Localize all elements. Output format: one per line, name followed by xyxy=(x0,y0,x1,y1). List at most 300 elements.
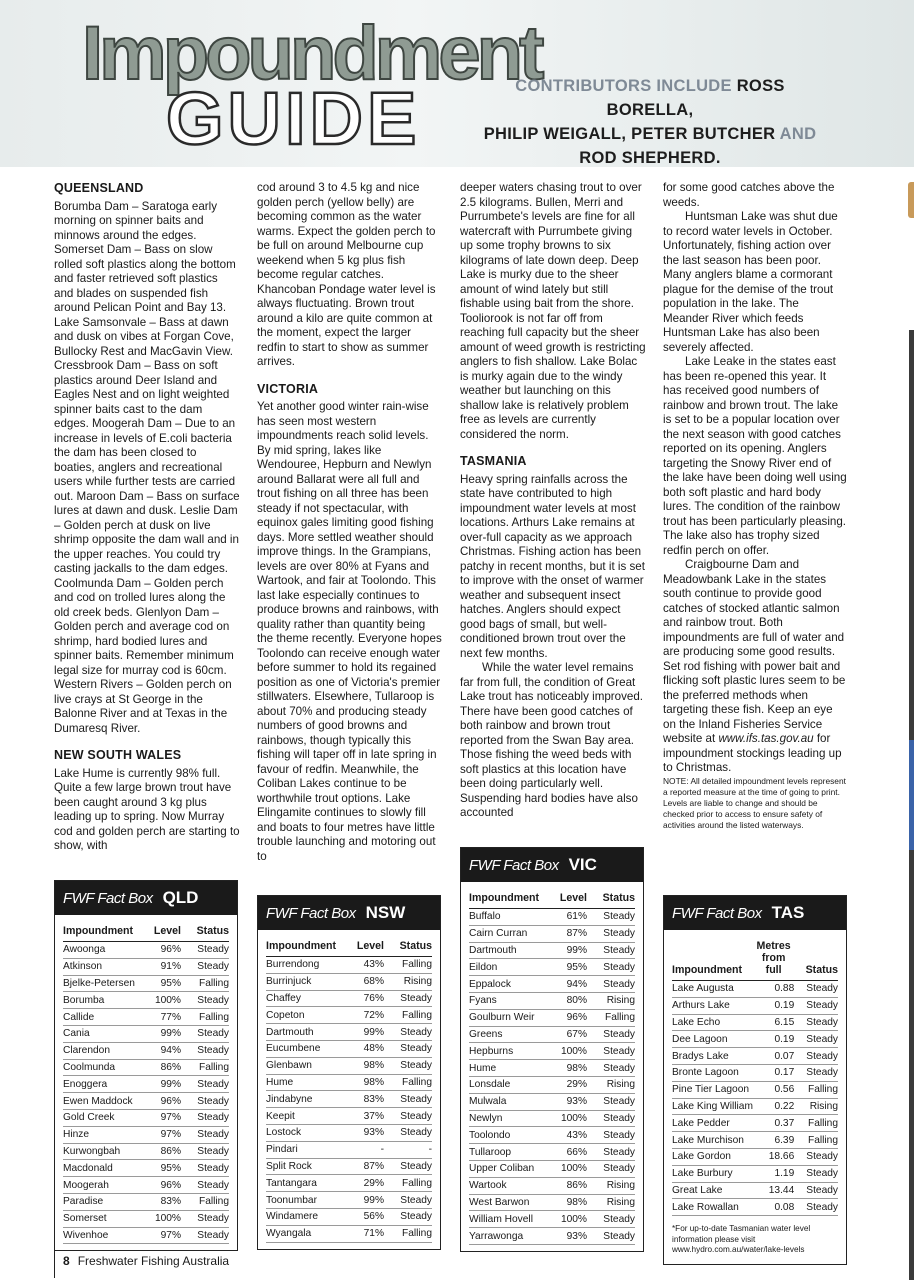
fact-box-header xyxy=(258,896,440,930)
table-row xyxy=(63,1076,229,1093)
col-header-status: Status xyxy=(794,938,838,981)
heading-queensland: QUEENSLAND xyxy=(54,181,144,195)
table-row xyxy=(469,1127,635,1144)
status-value: Steady xyxy=(587,1110,635,1127)
table-row xyxy=(672,1081,838,1098)
table-row xyxy=(469,942,635,959)
table-row xyxy=(63,942,229,959)
level-value: - xyxy=(350,1141,384,1158)
status-value: Steady xyxy=(181,1042,229,1059)
impoundment-name: Tantangara xyxy=(266,1175,350,1192)
impoundment-name: Dartmouth xyxy=(469,942,553,959)
impoundment-name: Lake Echo xyxy=(672,1014,753,1031)
status-value: Steady xyxy=(587,1160,635,1177)
status-value: Steady xyxy=(384,1208,432,1225)
status-value: Steady xyxy=(587,909,635,926)
impoundment-name: Keepit xyxy=(266,1108,350,1125)
impoundment-name: Arthurs Lake xyxy=(672,997,753,1014)
table-row xyxy=(266,957,432,974)
status-value: Steady xyxy=(587,1211,635,1228)
impoundment-name: Eildon xyxy=(469,959,553,976)
status-value: Steady xyxy=(587,1093,635,1110)
impoundment-name: Jindabyne xyxy=(266,1091,350,1108)
status-value: Falling xyxy=(384,1074,432,1091)
col-header-status: Status xyxy=(587,890,635,909)
level-value: 18.66 xyxy=(753,1148,794,1165)
status-value: Steady xyxy=(181,1076,229,1093)
col-header-status: Status xyxy=(384,938,432,957)
level-value: 0.19 xyxy=(753,997,794,1014)
level-value: 98% xyxy=(350,1074,384,1091)
table-row xyxy=(63,1109,229,1126)
table-row xyxy=(63,1059,229,1076)
level-value: 87% xyxy=(350,1158,384,1175)
table-row xyxy=(672,1064,838,1081)
level-value: 83% xyxy=(147,1193,181,1210)
impoundment-name: Hepburns xyxy=(469,1043,553,1060)
status-value: Steady xyxy=(587,976,635,993)
table-row xyxy=(266,1208,432,1225)
table-row xyxy=(469,1043,635,1060)
level-value: 97% xyxy=(147,1227,181,1244)
level-value: 91% xyxy=(147,958,181,975)
fact-box-header xyxy=(461,848,643,882)
status-value: Steady xyxy=(587,942,635,959)
status-value: Steady xyxy=(384,1108,432,1125)
status-value: Steady xyxy=(181,1126,229,1143)
fact-box-header xyxy=(55,881,237,915)
status-value: Steady xyxy=(181,992,229,1009)
level-value: 0.37 xyxy=(753,1115,794,1132)
status-value: Falling xyxy=(181,1193,229,1210)
status-value: Steady xyxy=(587,1228,635,1245)
contributors-prefix: CONTRIBUTORS INCLUDE xyxy=(515,77,732,95)
level-value: 97% xyxy=(147,1126,181,1143)
table-row xyxy=(63,958,229,975)
nsw-paragraph-continued: cod around 3 to 4.5 kg and nice golden perch (yellow belly) are becoming common as the water warms. Expect the golden perch to be full on around Melbourne cup weekend when 5 kg plus fish become regular catches. Khancoban Pondage water level is always fluctuating. Brown trout around a kilo are quite common at the moment, expect the larger redfin to start to show as summer arrives. xyxy=(257,181,436,368)
status-value: Falling xyxy=(794,1115,838,1132)
level-value: 99% xyxy=(553,942,587,959)
level-value: 98% xyxy=(350,1057,384,1074)
table-row xyxy=(469,959,635,976)
table-row xyxy=(672,1199,838,1216)
level-value: 29% xyxy=(350,1175,384,1192)
fact-box-state: QLD xyxy=(162,888,199,907)
fact-box-state: VIC xyxy=(568,855,597,874)
table-row xyxy=(469,1026,635,1043)
table-row xyxy=(266,1074,432,1091)
impoundment-name: Cania xyxy=(63,1025,147,1042)
status-value: Rising xyxy=(384,973,432,990)
vic-levels-table xyxy=(469,890,635,1245)
status-value: Falling xyxy=(181,1059,229,1076)
table-row xyxy=(266,1192,432,1209)
status-value: Rising xyxy=(587,1076,635,1093)
table-row xyxy=(266,973,432,990)
status-value: Steady xyxy=(181,958,229,975)
tas-paragraph-continued: for some good catches above the weeds. xyxy=(663,181,835,209)
impoundment-name: Clarendon xyxy=(63,1042,147,1059)
status-value: Falling xyxy=(384,1007,432,1024)
level-value: 0.07 xyxy=(753,1048,794,1065)
level-value: 100% xyxy=(553,1160,587,1177)
impoundment-name: Lostock xyxy=(266,1124,350,1141)
fact-box-qld xyxy=(54,880,238,1251)
lake-leake-paragraph: Lake Leake in the states east has been re-opened this year. It has received good numbers of rainbow and brown trout. The lake is set to be a popular location over the next season with good catches reported on its opening. Anglers targeting the Snowy River end of the lake have been doing well using both soft plastic and hard body lures. The condition of the rainbow trout has been particularly pleasing. The lake also has trophy sized redfin perch on offer. xyxy=(663,355,847,557)
impoundment-name: Enoggera xyxy=(63,1076,147,1093)
impoundment-name: Great Lake xyxy=(672,1182,753,1199)
level-value: 93% xyxy=(350,1124,384,1141)
level-value: 77% xyxy=(147,1009,181,1026)
status-value: Steady xyxy=(587,1127,635,1144)
impoundment-name: West Barwon xyxy=(469,1194,553,1211)
table-row xyxy=(63,1210,229,1227)
status-value: Steady xyxy=(181,1210,229,1227)
impoundment-name: Hinze xyxy=(63,1126,147,1143)
impoundment-name: Windamere xyxy=(266,1208,350,1225)
level-value: 86% xyxy=(147,1143,181,1160)
impoundment-name: Awoonga xyxy=(63,942,147,959)
huntsman-paragraph: Huntsman Lake was shut due to record water levels in October. Unfortunately, fishing action over the last season has been poor. Many anglers blame a cormorant plague for the demise of the trout population in the lake. The Meander River which feeds Huntsman Lake has also been severely affected. xyxy=(663,210,838,354)
level-value: 99% xyxy=(147,1076,181,1093)
table-row xyxy=(63,1126,229,1143)
table-row xyxy=(469,1144,635,1161)
article-column-2 xyxy=(257,181,443,864)
table-row xyxy=(266,1158,432,1175)
fact-box-nsw xyxy=(257,895,441,1250)
qld-paragraph: Borumba Dam – Saratoga early morning on spinner baits and minnows around the edges. Somerset Dam – Bass on slow rolled soft plastics along the bottom and faster retrieved soft plastics and blades on suspended fish around Pelican Point and Bay 13. Lake Samsonvale – Bass at dawn and dusk on vibes at Forgan Cove, Bullocky Rest and MacGavin View. Cressbrook Dam – Bass on soft plastics around Deer Island and Eagles Nest and on light weighted spinner baits cast to the dam edges. Moogerah Dam – Due to an increase in levels of E.coli bacteria the dam has been closed to boaties, anglers and recreational users while further tests are carried out. Maroon Dam – Bass on surface lures at dawn and dusk. Leslie Dam – Golden perch at dusk on live shrimp opposite the dam wall and in the upper reaches. You could try casting jackalls to the dam edges. Coolmunda Dam – Golden perch and cod on trolled lures along the old creek beds. Glenlyon Dam – Golden perch and average cod on shrimp, hard bodied lures and spinner baits. Remember minimum legal size for murray cod is 60cm. Western Rivers – Golden perch on live crays at St George in the Balonne River and at Texas in the Dumaresq River. xyxy=(54,199,240,735)
table-row xyxy=(63,1025,229,1042)
table-row xyxy=(266,1225,432,1242)
impoundment-name: Lake Gordon xyxy=(672,1148,753,1165)
impoundment-name: William Hovell xyxy=(469,1211,553,1228)
page-number: 8 xyxy=(63,1254,70,1268)
impoundment-name: Glenbawn xyxy=(266,1057,350,1074)
impoundment-name: Lake Rowallan xyxy=(672,1199,753,1216)
level-value: 43% xyxy=(350,957,384,974)
contributors-line xyxy=(470,74,830,170)
impoundment-name: Lake Augusta xyxy=(672,981,753,998)
status-value: Steady xyxy=(181,1177,229,1194)
heading-victoria: VICTORIA xyxy=(257,381,319,396)
col-header-level: Level xyxy=(553,890,587,909)
status-value: Steady xyxy=(587,959,635,976)
status-value: Steady xyxy=(794,997,838,1014)
level-value: 83% xyxy=(350,1091,384,1108)
table-row xyxy=(469,1194,635,1211)
status-value: Rising xyxy=(794,1098,838,1115)
level-value: 100% xyxy=(147,1210,181,1227)
impoundment-name: Bronte Lagoon xyxy=(672,1064,753,1081)
status-value: Steady xyxy=(587,1144,635,1161)
status-value: Steady xyxy=(384,1158,432,1175)
status-value: Steady xyxy=(181,942,229,959)
craigbourne-paragraph: Craigbourne Dam and Meadowbank Lake in the states south continue to provide good catches of stocked atlantic salmon and rainbow trout. Both impoundments are full of water and are producing some good results. Set rod fishing with power bait and flicking soft plastic lures seem to be the preferred methods when targeting these fish. Keep an eye on the Inland Fisheries Service website at www.ifs.tas.gov.au for impoundment stockings leading up to Christmas. xyxy=(663,558,846,774)
level-value: 71% xyxy=(350,1225,384,1242)
nsw-levels-table xyxy=(266,938,432,1243)
impoundment-name: Somerset xyxy=(63,1210,147,1227)
level-value: 98% xyxy=(553,1060,587,1077)
impoundment-name: Eucumbene xyxy=(266,1040,350,1057)
impoundment-name: Hume xyxy=(469,1060,553,1077)
level-value: 99% xyxy=(350,1024,384,1041)
level-value: 6.15 xyxy=(753,1014,794,1031)
level-value: 96% xyxy=(147,942,181,959)
table-row xyxy=(469,1009,635,1026)
impoundment-name: Tullaroop xyxy=(469,1144,553,1161)
status-value: Steady xyxy=(587,1026,635,1043)
status-value: Steady xyxy=(587,925,635,942)
status-value: Falling xyxy=(384,1225,432,1242)
table-row xyxy=(63,992,229,1009)
status-value: Steady xyxy=(181,1160,229,1177)
table-row xyxy=(672,1165,838,1182)
status-value: Falling xyxy=(181,975,229,992)
table-row xyxy=(469,1160,635,1177)
status-value: Falling xyxy=(794,1081,838,1098)
impoundment-name: Lake King William xyxy=(672,1098,753,1115)
table-row xyxy=(672,1098,838,1115)
level-value: 95% xyxy=(553,959,587,976)
contributor-name-1: ROSS BORELLA, xyxy=(606,77,785,119)
contributors-and: AND xyxy=(779,125,817,143)
status-value: Falling xyxy=(384,957,432,974)
impoundment-name: Wartook xyxy=(469,1177,553,1194)
impoundment-name: Paradise xyxy=(63,1193,147,1210)
status-value: Steady xyxy=(587,1043,635,1060)
impoundment-name: Buffalo xyxy=(469,909,553,926)
level-value: 86% xyxy=(553,1177,587,1194)
status-value: Falling xyxy=(181,1009,229,1026)
impoundment-name: Moogerah xyxy=(63,1177,147,1194)
impoundment-name: Yarrawonga xyxy=(469,1228,553,1245)
impoundment-name: Lake Murchison xyxy=(672,1132,753,1149)
level-value: 29% xyxy=(553,1076,587,1093)
table-row xyxy=(469,1076,635,1093)
col-header-metres-from-full: Metres from full xyxy=(753,938,794,981)
status-value: - xyxy=(384,1141,432,1158)
table-row xyxy=(63,1093,229,1110)
level-value: 99% xyxy=(350,1192,384,1209)
impoundment-name: Pindari xyxy=(266,1141,350,1158)
level-value: 86% xyxy=(147,1059,181,1076)
status-value: Rising xyxy=(587,1177,635,1194)
table-row xyxy=(266,1091,432,1108)
article-column-3 xyxy=(460,181,646,821)
table-row xyxy=(63,1160,229,1177)
status-value: Steady xyxy=(384,1040,432,1057)
status-value: Falling xyxy=(587,1009,635,1026)
table-row xyxy=(672,1031,838,1048)
impoundment-name: Greens xyxy=(469,1026,553,1043)
table-row xyxy=(266,1057,432,1074)
impoundment-name: Borumba xyxy=(63,992,147,1009)
table-row xyxy=(266,1007,432,1024)
table-row xyxy=(266,990,432,1007)
level-value: 72% xyxy=(350,1007,384,1024)
table-row xyxy=(672,1115,838,1132)
publication-name: Freshwater Fishing Australia xyxy=(77,1254,230,1268)
table-row xyxy=(469,1228,635,1245)
status-value: Steady xyxy=(181,1025,229,1042)
page-edge-tab xyxy=(908,182,914,218)
col-header-status: Status xyxy=(181,923,229,942)
level-value: 0.08 xyxy=(753,1199,794,1216)
status-value: Steady xyxy=(794,1064,838,1081)
contributor-name-2: PHILIP WEIGALL, PETER BUTCHER xyxy=(483,125,776,143)
impoundment-name: Eppalock xyxy=(469,976,553,993)
table-row xyxy=(469,1110,635,1127)
col-header-impoundment: Impoundment xyxy=(266,938,350,957)
level-value: 99% xyxy=(147,1025,181,1042)
fact-box-header xyxy=(664,896,846,930)
impoundment-name: Dee Lagoon xyxy=(672,1031,753,1048)
status-value: Rising xyxy=(587,992,635,1009)
status-value: Steady xyxy=(384,1124,432,1141)
status-value: Steady xyxy=(794,981,838,998)
impoundment-name: Chaffey xyxy=(266,990,350,1007)
status-value: Steady xyxy=(384,1057,432,1074)
table-row xyxy=(469,1177,635,1194)
col-header-impoundment: Impoundment xyxy=(672,938,753,981)
impoundment-name: Bjelke-Petersen xyxy=(63,975,147,992)
nsw-paragraph: Lake Hume is currently 98% full. Quite a few large brown trout have been caught around 3 kg plus leading up to spring. Now Murray cod and golden perch are starting to show, with xyxy=(54,766,240,852)
impoundment-name: Coolmunda xyxy=(63,1059,147,1076)
level-value: 43% xyxy=(553,1127,587,1144)
impoundment-name: Lake Pedder xyxy=(672,1115,753,1132)
impoundment-name: Fyans xyxy=(469,992,553,1009)
page-edge-accent xyxy=(909,740,914,850)
level-value: 68% xyxy=(350,973,384,990)
impoundment-name: Split Rock xyxy=(266,1158,350,1175)
impoundment-name: Upper Coliban xyxy=(469,1160,553,1177)
impoundment-name: Wivenhoe xyxy=(63,1227,147,1244)
level-value: 100% xyxy=(147,992,181,1009)
fact-box-tas xyxy=(663,895,847,1265)
status-value: Steady xyxy=(384,990,432,1007)
level-value: 80% xyxy=(553,992,587,1009)
table-row xyxy=(672,1048,838,1065)
tas-paragraph-2: While the water level remains far from full, the condition of Great Lake trout has noticeably improved. There have been good catches of both rainbow and brown trout reported from the Swan Bay area. Those fishing the weed beds with soft plastics at this location have been doing particularly well. Suspending hard bodies have also accounted xyxy=(460,661,644,819)
table-row xyxy=(266,1108,432,1125)
level-value: 1.19 xyxy=(753,1165,794,1182)
col-header-impoundment: Impoundment xyxy=(63,923,147,942)
status-value: Rising xyxy=(587,1194,635,1211)
table-row xyxy=(469,976,635,993)
article-column-1 xyxy=(54,181,240,854)
level-value: 87% xyxy=(553,925,587,942)
tas-hydro-note: *For up-to-date Tasmanian water level information please visit www.hydro.com.au/water/lake-levels xyxy=(672,1224,811,1255)
qld-levels-table xyxy=(63,923,229,1244)
level-value: 0.22 xyxy=(753,1098,794,1115)
level-value: 96% xyxy=(147,1177,181,1194)
impoundment-name: Gold Creek xyxy=(63,1109,147,1126)
table-row xyxy=(469,992,635,1009)
level-value: 6.39 xyxy=(753,1132,794,1149)
heading-tasmania: TASMANIA xyxy=(460,454,527,468)
table-row xyxy=(672,1182,838,1199)
fact-box-brand: FWF Fact Box xyxy=(469,856,559,874)
level-value: 0.88 xyxy=(753,981,794,998)
tas-paragraph-1: Heavy spring rainfalls across the state have contributed to high impoundment water levels at most locations. Arthurs Lake remains at over-full capacity as we approach Christmas. Fishing action has been patchy in recent months, but it is set to improve with the onset of warmer weather and subsequent insect hatches. Anglers should expect good bags of small, but well-conditioned brown trout over the next few months. xyxy=(460,472,645,660)
table-row xyxy=(266,1175,432,1192)
title-guide: GUIDE xyxy=(166,77,421,160)
vic-paragraph-continued: deeper waters chasing trout to over 2.5 kilograms. Bullen, Merri and Purrumbete's levels are fine for all watercraft with Purrumbete giving up some trophy browns to six kilograms of late down deep. Deep Lake is murky due to the sheer amount of wind lately but still fishable using bait from the shore. Tooliorook is not far off from reaching full capacity but the sheer amount of weed growth is restricting anglers to fish shallow. Lake Bolac is murky again due to the windy weather but launching on this shallow lake is relatively problem free as levels are currently considered the norm. xyxy=(460,181,646,441)
table-row xyxy=(672,1148,838,1165)
impoundment-name: Kurwongbah xyxy=(63,1143,147,1160)
impoundment-name: Copeton xyxy=(266,1007,350,1024)
table-row xyxy=(266,1141,432,1158)
contributor-name-3: ROD SHEPHERD. xyxy=(579,149,721,167)
level-value: 93% xyxy=(553,1228,587,1245)
status-value: Steady xyxy=(384,1091,432,1108)
status-value: Steady xyxy=(384,1192,432,1209)
tas-levels-table xyxy=(672,938,838,1216)
level-value: 56% xyxy=(350,1208,384,1225)
table-row xyxy=(469,1211,635,1228)
table-row xyxy=(266,1040,432,1057)
impoundment-name: Goulburn Weir xyxy=(469,1009,553,1026)
page-header xyxy=(0,0,914,167)
level-value: 93% xyxy=(553,1093,587,1110)
level-value: 98% xyxy=(553,1194,587,1211)
table-row xyxy=(266,1024,432,1041)
table-row xyxy=(672,981,838,998)
status-value: Falling xyxy=(384,1175,432,1192)
levels-note: NOTE: All detailed impoundment levels represent a reported measure at the time of going to print. Levels are liable to change and should be checked prior to access to ensure safety of activities around the listed waterways. xyxy=(663,775,846,830)
impoundment-name: Newlyn xyxy=(469,1110,553,1127)
status-value: Steady xyxy=(794,1182,838,1199)
table-row xyxy=(63,1227,229,1244)
page-footer xyxy=(54,1244,229,1278)
status-value: Steady xyxy=(384,1024,432,1041)
impoundment-name: Pine Tier Lagoon xyxy=(672,1081,753,1098)
impoundment-name: Burrendong xyxy=(266,957,350,974)
level-value: 94% xyxy=(147,1042,181,1059)
table-row xyxy=(63,1177,229,1194)
fact-box-brand: FWF Fact Box xyxy=(672,904,762,922)
impoundment-name: Burrinjuck xyxy=(266,973,350,990)
fact-box-vic xyxy=(460,847,644,1252)
article-column-4 xyxy=(663,181,847,831)
table-row xyxy=(63,1042,229,1059)
level-value: 100% xyxy=(553,1043,587,1060)
impoundment-name: Bradys Lake xyxy=(672,1048,753,1065)
fact-box-brand: FWF Fact Box xyxy=(266,904,356,922)
impoundment-name: Callide xyxy=(63,1009,147,1026)
impoundment-name: Wyangala xyxy=(266,1225,350,1242)
table-row xyxy=(63,975,229,992)
ifs-website-link[interactable]: www.ifs.tas.gov.au xyxy=(718,732,814,745)
table-row xyxy=(672,1014,838,1031)
level-value: 48% xyxy=(350,1040,384,1057)
level-value: 76% xyxy=(350,990,384,1007)
table-row xyxy=(469,925,635,942)
level-value: 94% xyxy=(553,976,587,993)
level-value: 66% xyxy=(553,1144,587,1161)
table-row xyxy=(672,1132,838,1149)
impoundment-name: Toolondo xyxy=(469,1127,553,1144)
level-value: 0.19 xyxy=(753,1031,794,1048)
vic-paragraph: Yet another good winter rain-wise has seen most western impoundments reach solid levels. By mid spring, lakes like Wendouree, Hepburn and Newlyn around Ballarat were all full and trout fishing on all three has been steady if not spectacular, with equinox gales limiting good fishing days. More settled weather should improve things. In the Grampians, levels are over 80% at Fyans and Wartook, and fair at Toolondo. This last lake especially continues to produce browns and rainbows, with quality rather than quantity being the theme recently. Everyone hopes Toolondo can receive enough water before summer to hold its regained position as one of Victoria's premier stillwaters. Elsewhere, Tullaroop is about 70% and producing steady numbers of good browns and rainbows, though typically this fishing will taper off in late spring in favour of redfin. Meanwhile, the Coliban Lakes continue to be worthwhile trout options. Lake Elingamite continues to slowly fill and boats to four metres have little trouble launching and motoring out to xyxy=(257,400,442,863)
fact-box-state: TAS xyxy=(771,903,805,922)
col-header-level: Level xyxy=(350,938,384,957)
table-row xyxy=(672,997,838,1014)
level-value: 13.44 xyxy=(753,1182,794,1199)
status-value: Steady xyxy=(794,1199,838,1216)
impoundment-name: Hume xyxy=(266,1074,350,1091)
status-value: Steady xyxy=(794,1014,838,1031)
